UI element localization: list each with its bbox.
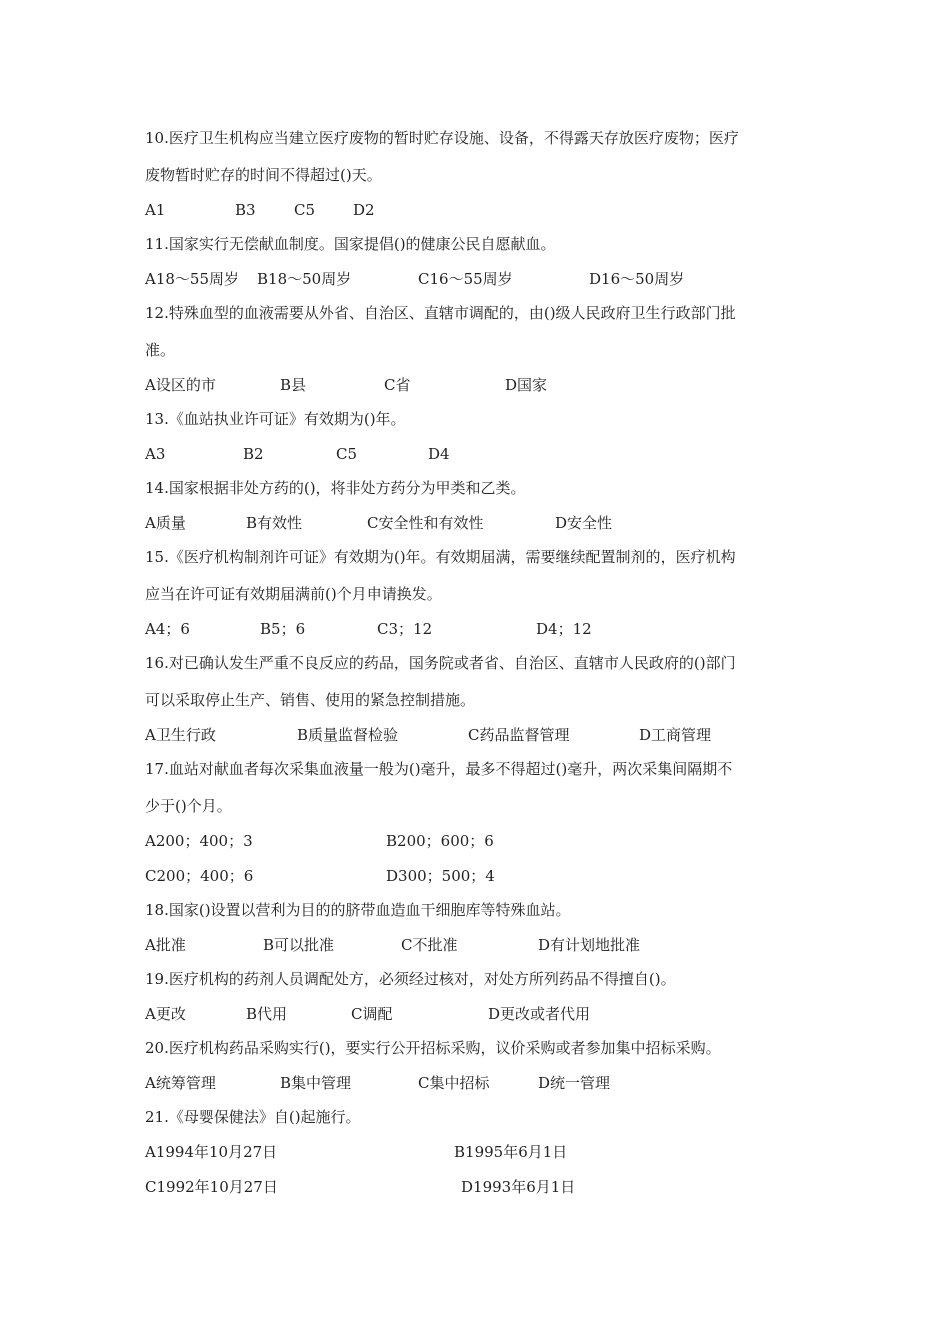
question-20-text: 20.医疗机构药品采购实行()，要实行公开招标采购，议价采购或者参加集中招标采购。	[145, 1039, 721, 1057]
option-c: C5	[336, 445, 358, 463]
option-b: B质量监督检验	[297, 726, 399, 744]
option-c: C安全性和有效性	[367, 514, 484, 532]
option-a: A质量	[145, 514, 186, 532]
question-16-text: 16.对已确认发生严重不良反应的药品，国务院或者省、自治区、直辖市人民政府的()部门	[145, 654, 736, 672]
option-d: D4；12	[536, 620, 592, 638]
option-d: D国家	[505, 376, 548, 394]
option-c: C16～55周岁	[418, 270, 513, 288]
option-a: A更改	[145, 1005, 186, 1023]
option-d: D1993年6月1日	[461, 1178, 576, 1196]
option-c: C200；400；6	[145, 867, 254, 885]
option-c: C1992年10月27日	[145, 1178, 278, 1196]
question-15-text-cont: 应当在许可证有效期届满前()个月申请换发。	[145, 585, 442, 603]
option-a: A3	[145, 445, 166, 463]
option-c: C调配	[351, 1005, 393, 1023]
option-b: B1995年6月1日	[454, 1143, 568, 1161]
question-21-text: 21.《母婴保健法》自()起施行。	[145, 1108, 361, 1126]
option-b: B18～50周岁	[257, 270, 352, 288]
question-12-text: 12.特殊血型的血液需要从外省、自治区、直辖市调配的，由()级人民政府卫生行政部门批	[145, 304, 736, 322]
question-10-text: 10.医疗卫生机构应当建立医疗废物的暂时贮存设施、设备，不得露天存放医疗废物；医疗	[145, 129, 739, 147]
option-b: B可以批准	[263, 936, 335, 954]
question-19-text: 19.医疗机构的药剂人员调配处方，必须经过核对，对处方所列药品不得擅自()。	[145, 970, 676, 988]
option-c: C不批准	[401, 936, 458, 954]
question-15-text: 15.《医疗机构制剂许可证》有效期为()年。有效期届满，需要继续配置制剂的，医疗机构	[145, 548, 736, 566]
option-a: A设区的市	[145, 376, 216, 394]
option-a: A4；6	[145, 620, 190, 638]
option-a: A卫生行政	[145, 726, 216, 744]
option-b: B集中管理	[280, 1074, 352, 1092]
option-b: B5；6	[260, 620, 306, 638]
option-b: B2	[243, 445, 264, 463]
question-11-text: 11.国家实行无偿献血制度。国家提倡()的健康公民自愿献血。	[145, 235, 556, 253]
option-d: D4	[428, 445, 450, 463]
option-a: A统筹管理	[145, 1074, 216, 1092]
option-c: C省	[384, 376, 411, 394]
option-c: C药品监督管理	[468, 726, 570, 744]
option-a: A18～55周岁	[145, 270, 240, 288]
option-b: B有效性	[246, 514, 303, 532]
option-c: C集中招标	[418, 1074, 490, 1092]
option-d: D更改或者代用	[488, 1005, 591, 1023]
option-a: A1994年10月27日	[145, 1143, 278, 1161]
question-18-text: 18.国家()设置以营利为目的的脐带血造血干细胞库等特殊血站。	[145, 901, 571, 919]
option-b: B代用	[246, 1005, 288, 1023]
option-d: D16～50周岁	[589, 270, 685, 288]
question-17-text-cont: 少于()个月。	[145, 797, 232, 815]
option-d: D安全性	[555, 514, 613, 532]
option-d: D工商管理	[639, 726, 712, 744]
option-b: B3	[235, 201, 256, 219]
option-d: D统一管理	[538, 1074, 611, 1092]
question-12-text-cont: 准。	[145, 341, 176, 359]
option-d: D300；500；4	[386, 867, 495, 885]
question-17-text: 17.血站对献血者每次采集血液量一般为()毫升，最多不得超过()毫升，两次采集间隔期不	[145, 760, 733, 778]
option-d: D2	[353, 201, 375, 219]
option-a: A批准	[145, 936, 186, 954]
question-16-text-cont: 可以采取停止生产、销售、使用的紧急控制措施。	[145, 691, 476, 709]
question-13-text: 13.《血站执业许可证》有效期为()年。	[145, 410, 406, 428]
question-10-text-cont: 废物暂时贮存的时间不得超过()天。	[145, 166, 382, 184]
option-a: A1	[145, 201, 166, 219]
option-c: C5	[294, 201, 316, 219]
option-c: C3；12	[377, 620, 433, 638]
question-14-text: 14.国家根据非处方药的()，将非处方药分为甲类和乙类。	[145, 479, 526, 497]
option-a: A200；400；3	[145, 832, 253, 850]
option-b: B县	[280, 376, 307, 394]
option-d: D有计划地批准	[538, 936, 641, 954]
option-b: B200；600；6	[386, 832, 494, 850]
